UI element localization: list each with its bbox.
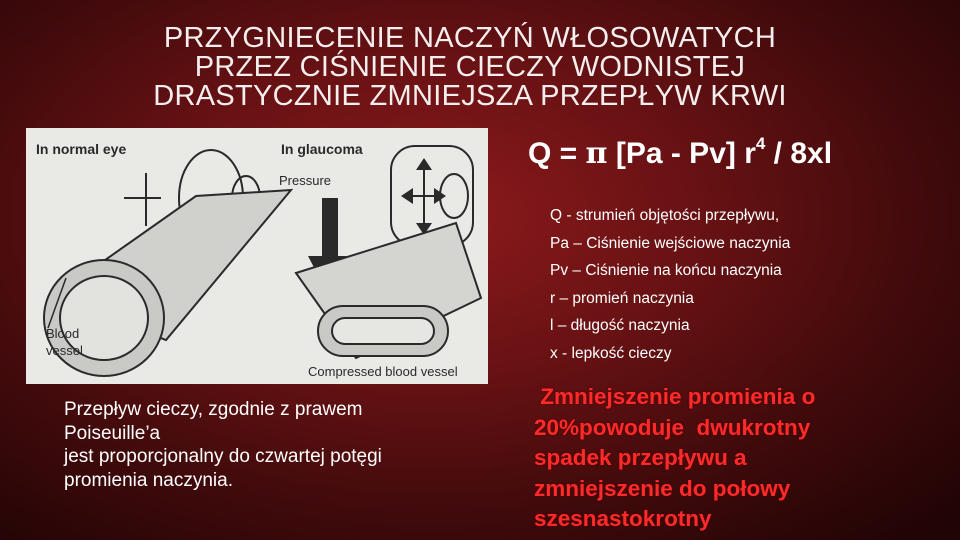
formula-pi: π: [585, 136, 608, 171]
radius-reduction-note: [534, 382, 934, 535]
label-normal-eye: In normal eye: [36, 141, 127, 157]
title-line-3: DRASTYCZNIE ZMNIEJSZA PRZEPŁYW KRWI: [153, 80, 787, 112]
label-compressed-vessel: Compressed blood vessel: [308, 364, 458, 379]
note-line-1: Zmniejszenie promienia o: [534, 384, 816, 409]
note-line-5: szesnastokrotny: [534, 506, 712, 531]
definition-pa: Pa – Ciśnienie wejściowe naczynia: [550, 234, 791, 252]
definition-r: r – promień naczynia: [550, 289, 694, 307]
glaucoma-diagram-image: [26, 128, 488, 384]
explanation-line-3: jest proporcjonalny do czwartej potęgi: [64, 446, 382, 467]
label-pressure: Pressure: [279, 173, 332, 188]
formula-left: Q =: [528, 137, 586, 170]
label-glaucoma: In glaucoma: [281, 141, 363, 157]
title-line-1: PRZYGNIECENIE NACZYŃ WŁOSOWATYCH: [163, 22, 777, 54]
title-line-2: PRZEZ CIŚNIENIE CIECZY WODNISTEJ: [194, 51, 746, 83]
diagram-svg: [26, 128, 488, 384]
slide-title: [60, 24, 880, 111]
formula-definitions: [550, 202, 790, 367]
note-line-2: 20%powoduje dwukrotny: [534, 414, 811, 440]
poiseuille-explanation: [64, 398, 494, 492]
explanation-line-1: Przepływ cieczy, zgodnie z prawem: [64, 399, 363, 420]
formula-exponent: 4: [755, 134, 766, 153]
definition-q: Q - strumień objętości przepływu,: [550, 207, 780, 224]
explanation-line-2: Poiseuille’a: [64, 422, 161, 444]
label-blood: Blood: [46, 326, 80, 341]
formula-mid: [Pa - Pv] r: [607, 137, 756, 170]
definition-x: x - lepkość cieczy: [550, 344, 672, 362]
definition-pv: Pv – Ciśnienie na końcu naczynia: [550, 262, 782, 279]
note-line-3: spadek przepływu a: [534, 445, 747, 470]
note-line-4: zmniejszenie do połowy: [534, 475, 791, 501]
formula-right: / 8xl: [765, 137, 833, 170]
poiseuille-formula: [528, 134, 832, 171]
explanation-line-4: promienia naczynia.: [64, 469, 233, 491]
label-vessel: vessel: [46, 343, 83, 358]
definition-l: l – długość naczynia: [550, 317, 690, 334]
